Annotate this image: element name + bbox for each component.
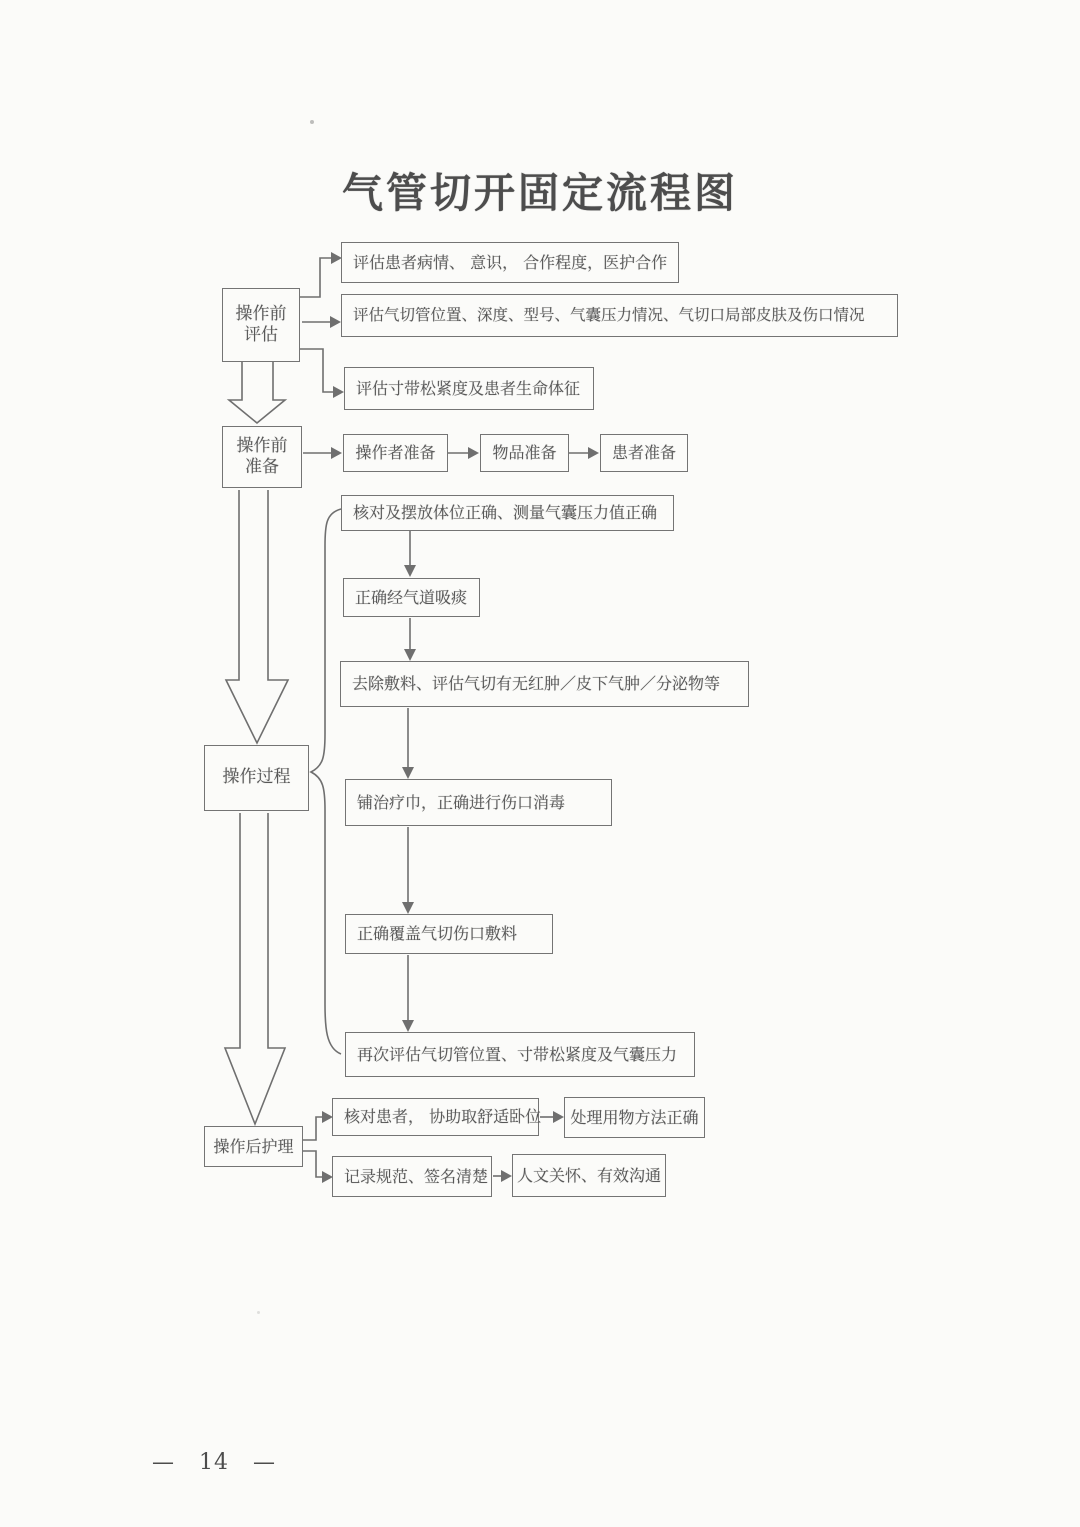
flow-arrow-line — [300, 258, 331, 297]
arrowhead-icon — [333, 386, 344, 398]
preparation-box — [480, 434, 569, 472]
process-step-box — [340, 661, 749, 707]
process-step-box — [345, 779, 612, 826]
stage-label: 评估 — [244, 325, 278, 345]
arrowhead-icon — [402, 767, 414, 779]
arrowhead-icon — [331, 447, 342, 459]
arrowhead-icon — [402, 902, 414, 914]
process-step-box — [341, 495, 674, 531]
process-step-box — [345, 1032, 695, 1077]
aftercare-result-box — [512, 1154, 666, 1197]
preparation-box — [600, 434, 688, 472]
process-step-label: 核对及摆放体位正确、测量气囊压力值正确 — [353, 503, 658, 522]
preparation-label: 物品准备 — [492, 443, 557, 462]
aftercare-result-label: 人文关怀、有效沟通 — [516, 1165, 661, 1185]
arrowhead-icon — [468, 447, 479, 459]
process-step-label: 铺治疗巾，正确进行伤口消毒 — [357, 792, 566, 812]
process-group-brace — [311, 509, 341, 1054]
scan-speck — [257, 1311, 260, 1314]
aftercare-step-box — [332, 1156, 492, 1197]
preparation-label: 操作者准备 — [355, 443, 436, 462]
arrowhead-icon — [404, 565, 416, 577]
arrowhead-icon — [501, 1170, 512, 1182]
process-step-label: 再次评估气切管位置、寸带松紧度及气囊压力 — [357, 1044, 678, 1064]
assessment-item-box — [344, 367, 594, 410]
block-arrow-assess-to-prepare — [229, 362, 285, 423]
assessment-item-box — [341, 242, 679, 283]
assessment-item-label: 评估气切管位置、深度、型号、气囊压力情况、气切口局部皮肤及伤口情况 — [353, 305, 865, 324]
scan-speck — [310, 120, 314, 124]
stage-label: 操作过程 — [222, 767, 291, 788]
arrowhead-icon — [330, 316, 341, 328]
block-arrow-process-to-aftercare — [225, 813, 285, 1124]
process-step-box — [345, 914, 553, 954]
page-number: — 14 — — [152, 1450, 276, 1475]
process-step-label: 去除敷料、评估气切有无红肿／皮下气肿／分泌物等 — [352, 674, 721, 693]
preparation-box — [343, 434, 448, 472]
page-title: 气管切开固定流程图 — [342, 169, 738, 217]
aftercare-step-label: 记录规范、签名清楚 — [344, 1166, 489, 1186]
process-step-label: 正确覆盖气切伤口敷料 — [357, 924, 518, 943]
flow-arrow-line — [303, 1151, 322, 1177]
stage-box-operation-process — [204, 745, 309, 811]
process-step-box — [343, 578, 480, 617]
aftercare-step-label: 核对患者， 协助取舒适卧位 — [344, 1107, 542, 1126]
preparation-label: 患者准备 — [611, 443, 676, 462]
arrowhead-icon — [404, 649, 416, 661]
stage-box-aftercare — [204, 1126, 303, 1167]
aftercare-result-box — [564, 1097, 705, 1138]
arrowhead-icon — [588, 447, 599, 459]
flow-arrow-line — [300, 349, 333, 392]
stage-label: 操作前 — [236, 435, 288, 456]
aftercare-result-label: 处理用物方法正确 — [570, 1107, 699, 1127]
assessment-item-label: 评估寸带松紧度及患者生命体征 — [356, 378, 581, 398]
stage-label: 操作后护理 — [213, 1136, 294, 1156]
stage-box-pre-preparation — [222, 426, 302, 488]
block-arrow-prepare-to-process — [226, 490, 288, 743]
arrowhead-icon — [402, 1020, 414, 1032]
stage-label: 准备 — [245, 457, 279, 477]
arrowhead-icon — [553, 1111, 564, 1123]
flow-arrow-line — [303, 1117, 322, 1140]
aftercare-step-box — [332, 1098, 542, 1136]
assessment-item-box — [341, 294, 898, 337]
stage-box-pre-assessment — [222, 288, 300, 362]
assessment-item-label: 评估患者病情、 意识， 合作程度，医护合作 — [353, 252, 668, 272]
process-step-label: 正确经气道吸痰 — [355, 587, 468, 607]
stage-label: 操作前 — [235, 303, 287, 324]
